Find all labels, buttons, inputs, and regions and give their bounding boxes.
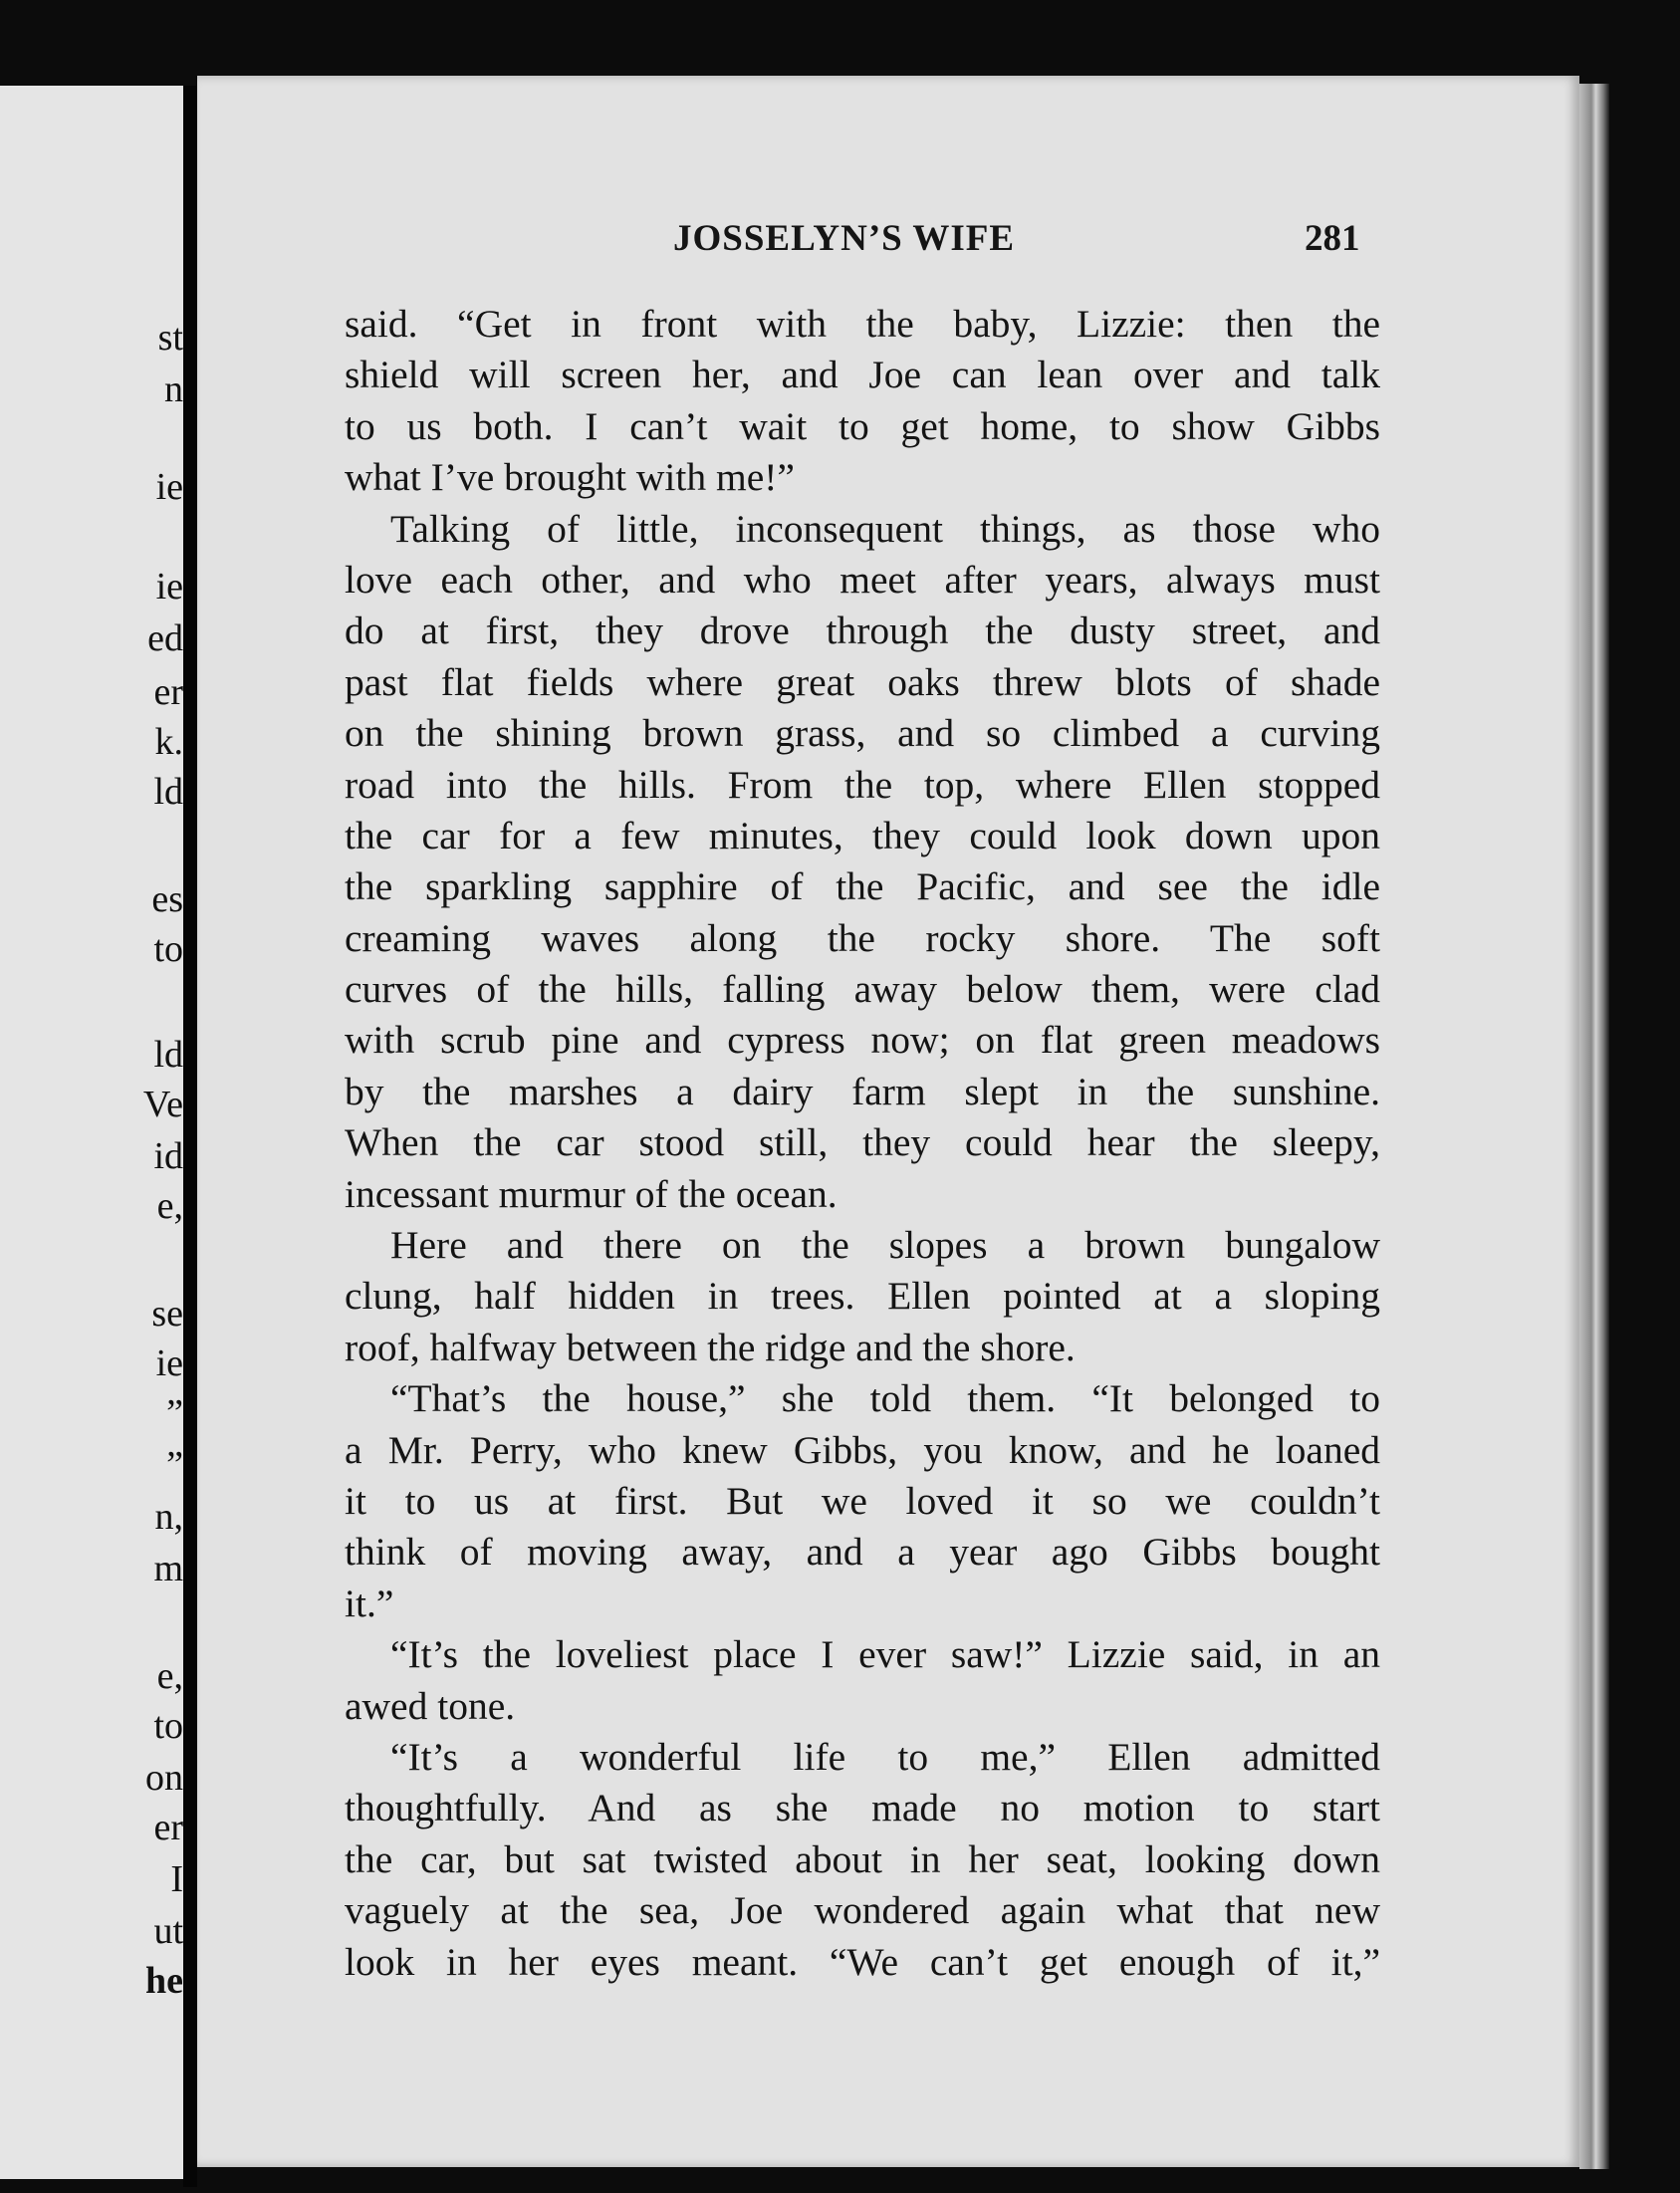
text-line: roof, halfway between the ridge and the shore. <box>345 1325 1076 1369</box>
previous-page-text: ie <box>155 1342 183 1384</box>
text-line: vaguely at the sea, Joe wondered again what that new <box>345 1888 1380 1933</box>
previous-page-text: to <box>153 928 183 970</box>
page-number: 281 <box>1305 218 1360 259</box>
previous-page-text: ” <box>166 1392 183 1434</box>
text-line: incessant murmur of the ocean. <box>345 1171 838 1216</box>
text-line: with scrub pine and cypress now; on flat green meadows <box>345 1018 1380 1063</box>
previous-page-text: ld <box>153 1034 183 1076</box>
previous-page-text: k. <box>154 721 183 763</box>
previous-page-text: es <box>151 878 183 920</box>
previous-page-text: ut <box>153 1910 183 1952</box>
text-line: it.” <box>345 1581 394 1625</box>
text-line: think of moving away, and a year ago Gibbs bought <box>345 1530 1380 1575</box>
text-line: to us both. I can’t wait to get home, to show Gibbs <box>345 403 1380 448</box>
previous-page-text: er <box>153 1807 183 1848</box>
paragraph-start-line: “It’s the loveliest place I ever saw!” Lizzie said, in an <box>390 1632 1380 1677</box>
previous-page-text: on <box>145 1757 183 1799</box>
text-line: clung, half hidden in trees. Ellen pointed at a sloping <box>345 1274 1380 1319</box>
previous-page-text: e, <box>156 1655 183 1697</box>
text-line: a Mr. Perry, who knew Gibbs, you know, and he loaned <box>345 1427 1380 1472</box>
text-line: the car for a few minutes, they could look down upon <box>345 813 1380 857</box>
page-gutter <box>183 86 197 2187</box>
previous-page-text: n, <box>154 1496 183 1538</box>
text-line: thoughtfully. And as she made no motion to start <box>345 1786 1380 1830</box>
text-line: love each other, and who meet after years, always must <box>345 557 1380 602</box>
body-text <box>345 299 1380 1988</box>
previous-page-text: se <box>151 1293 183 1335</box>
text-line: the sparkling sapphire of the Pacific, and see the idle <box>345 864 1380 909</box>
text-line: look in her eyes meant. “We can’t get enough of it,” <box>345 1939 1380 1984</box>
previous-page-text: ie <box>155 566 183 608</box>
previous-page-text: id <box>153 1135 183 1177</box>
page-edge <box>1579 84 1609 2169</box>
previous-page-text: st <box>157 317 183 359</box>
text-line: When the car stood still, they could hear the sleepy, <box>345 1120 1380 1165</box>
text-line: on the shining brown grass, and so climbed a curving <box>345 711 1380 756</box>
text-line: awed tone. <box>345 1683 516 1728</box>
paragraph-start-line: Talking of little, inconsequent things, as those who <box>390 506 1380 551</box>
previous-page-text: m <box>153 1548 183 1589</box>
previous-page-text: e, <box>156 1185 183 1227</box>
previous-page-text: to <box>153 1705 183 1747</box>
text-line: do at first, they drove through the dusty street, and <box>345 609 1380 653</box>
text-line: shield will screen her, and Joe can lean over and talk <box>345 353 1380 397</box>
text-line: what I’ve brought with me!” <box>345 455 795 500</box>
previous-page-text: ie <box>155 466 183 508</box>
paragraph-start-line: “It’s a wonderful life to me,” Ellen admitted <box>390 1734 1380 1779</box>
text-line: by the marshes a dairy farm slept in the sunshine. <box>345 1069 1380 1113</box>
paragraph-start-line: Here and there on the slopes a brown bungalow <box>390 1223 1380 1268</box>
previous-page-fragment <box>0 86 183 2179</box>
text-line: it to us at first. But we loved it so we couldn’t <box>345 1478 1380 1523</box>
previous-page-text: ” <box>166 1444 183 1486</box>
text-line: curves of the hills, falling away below them, were clad <box>345 967 1380 1012</box>
paragraph-start-line: “That’s the house,” she told them. “It belonged to <box>390 1376 1380 1421</box>
previous-page-text: n <box>164 368 183 410</box>
previous-page-text: ld <box>153 771 183 813</box>
text-line: the car, but sat twisted about in her seat, looking down <box>345 1836 1380 1881</box>
previous-page-text: Ve <box>142 1084 183 1125</box>
previous-page-text: he <box>145 1960 183 2002</box>
previous-page-text: er <box>153 671 183 713</box>
text-line: said. “Get in front with the baby, Lizzie: then the <box>345 302 1380 346</box>
previous-page-text: I <box>170 1858 183 1900</box>
text-line: road into the hills. From the top, where Ellen stopped <box>345 762 1380 807</box>
text-line: creaming waves along the rocky shore. The soft <box>345 915 1380 960</box>
running-head-title: JOSSELYN’S WIFE <box>673 218 1015 259</box>
previous-page-text: ed <box>147 617 183 659</box>
text-line: past flat fields where great oaks threw blots of shade <box>345 659 1380 704</box>
